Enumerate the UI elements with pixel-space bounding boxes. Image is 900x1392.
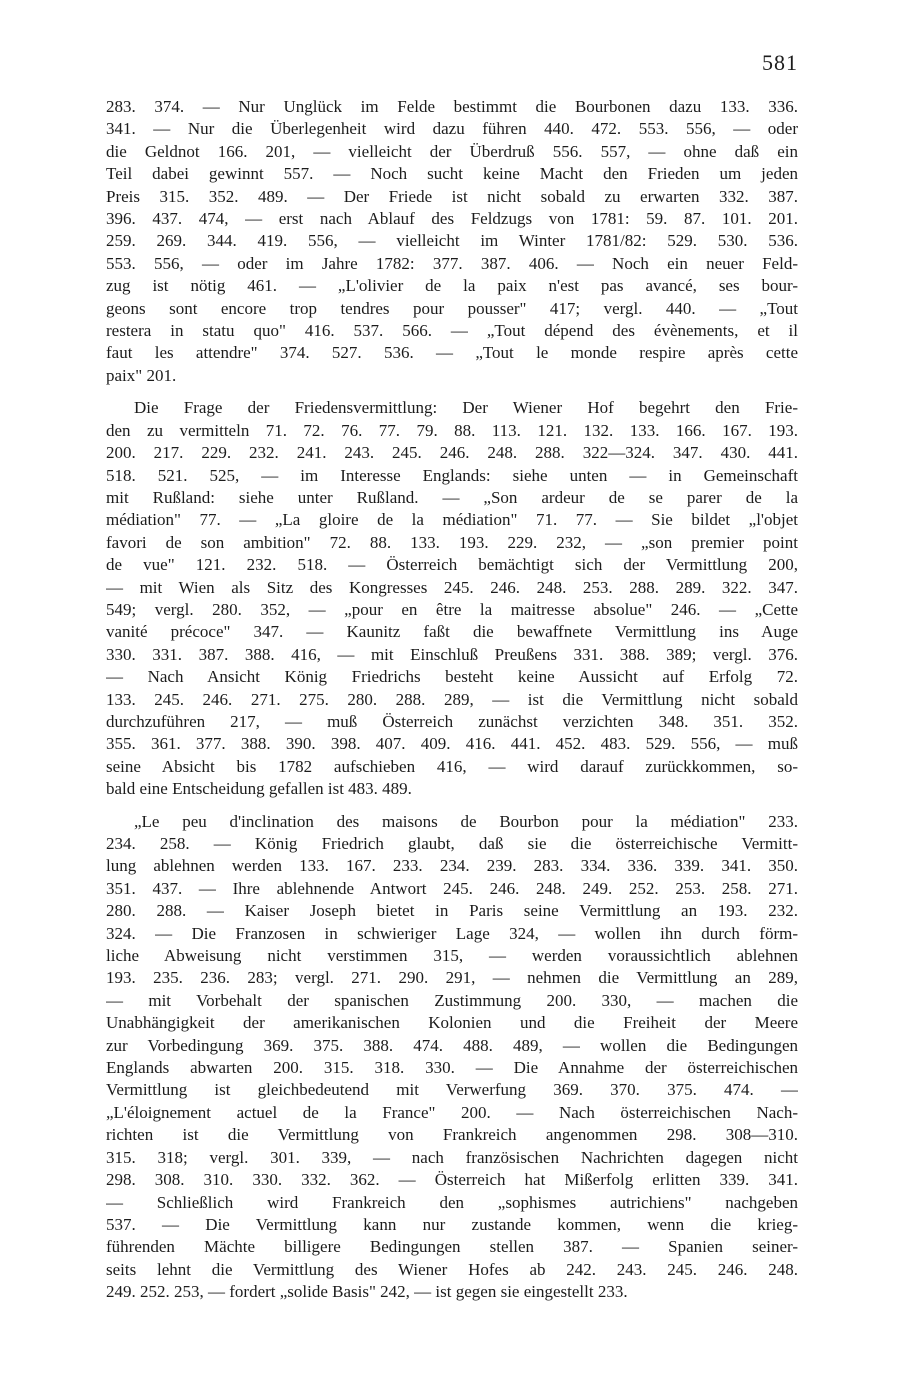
text-line: restera in statu quo" 416. 537. 566. — „Tout dépend des évènements, et il	[106, 321, 798, 341]
text-line: den zu vermitteln 71. 72. 76. 77. 79. 88. 113. 121. 132. 133. 166. 167. 193.	[106, 420, 798, 440]
text-line: 283. 374. — Nur Unglück im Felde bestimmt die Bourbonen dazu 133. 336.	[106, 97, 798, 116]
text-line: 315. 318; vergl. 301. 339, — nach französischen Nachrichten dagegen nicht	[106, 1147, 798, 1167]
text-line: führenden Mächte billigere Bedingungen stellen 387. — Spanien seiner-	[106, 1237, 798, 1257]
text-column	[106, 96, 798, 1314]
text-line: bald eine Entscheidung gefallen ist 483. 489.	[106, 779, 412, 799]
paragraph-2	[106, 397, 798, 800]
text-line: durchzuführen 217, — muß Österreich zunächst verzichten 348. 351. 352.	[106, 711, 798, 731]
text-line: médiation" 77. — „La gloire de la médiation" 71. 77. — Sie bildet „l'objet	[106, 510, 798, 530]
text-line: 341. — Nur die Überlegenheit wird dazu führen 440. 472. 553. 556, — oder	[106, 119, 798, 139]
text-line: seits lehnt die Vermittlung des Wiener Hofes ab 242. 243. 245. 246. 248.	[106, 1259, 798, 1279]
text-line: 324. — Die Franzosen in schwieriger Lage 324, — wollen ihn durch förm-	[106, 923, 798, 943]
text-line: vanité précoce" 347. — Kaunitz faßt die bewaffnete Vermittlung ins Auge	[106, 622, 798, 642]
text-line: paix" 201.	[106, 365, 177, 385]
text-line: 396. 437. 474, — erst nach Ablauf des Feldzugs von 1781: 59. 87. 101. 201.	[106, 209, 798, 229]
text-line: — Nach Ansicht König Friedrichs besteht keine Aussicht auf Erfolg 72.	[106, 667, 798, 687]
text-line: Englands abwarten 200. 315. 318. 330. — Die Annahme der österreichischen	[106, 1058, 798, 1078]
text-line: „L'éloignement actuel de la France" 200. — Nach österreichischen Nach-	[106, 1102, 798, 1122]
page-number: 581	[762, 50, 798, 75]
text-line: 553. 556, — oder im Jahre 1782: 377. 387. 406. — Noch ein neuer Feld-	[106, 253, 798, 273]
text-line: — mit Wien als Sitz des Kongresses 245. 246. 248. 253. 288. 289. 322. 347.	[106, 577, 798, 597]
text-line: 351. 437. — Ihre ablehnende Antwort 245. 246. 248. 249. 252. 253. 258. 271.	[106, 878, 798, 898]
text-line: de vue" 121. 232. 518. — Österreich bemächtigt sich der Vermittlung 200,	[106, 555, 798, 575]
text-line: 537. — Die Vermittlung kann nur zustande kommen, wenn die krieg-	[106, 1214, 798, 1234]
text-line: 234. 258. — König Friedrich glaubt, daß sie die österreichische Vermitt-	[106, 834, 798, 853]
text-line: liche Abweisung nicht verstimmen 315, — werden voraussichtlich ablehnen	[106, 946, 798, 966]
text-line: favori de son ambition" 72. 88. 133. 193. 229. 232, — „son premier point	[106, 532, 798, 552]
text-line: Preis 315. 352. 489. — Der Friede ist nicht sobald zu erwarten 332. 387.	[106, 186, 798, 206]
text-line: zug ist nötig 461. — „L'olivier de la paix n'est pas avancé, ses bour-	[106, 276, 798, 296]
text-line: seine Absicht bis 1782 aufschieben 416, — wird darauf zurückkommen, so-	[106, 756, 798, 776]
text-line: 518. 521. 525, — im Interesse Englands: siehe unten — in Gemeinschaft	[106, 465, 798, 485]
text-line: geons sont encore trop tendres pour pousser" 417; vergl. 440. — „Tout	[106, 298, 798, 318]
text-line: zur Vorbedingung 369. 375. 388. 474. 488. 489, — wollen die Bedingungen	[106, 1035, 798, 1055]
text-line: 280. 288. — Kaiser Joseph bietet in Paris seine Vermittlung an 193. 232.	[106, 901, 798, 921]
text-line: lung ablehnen werden 133. 167. 233. 234. 239. 283. 334. 336. 339. 341. 350.	[106, 856, 798, 876]
text-line: 249. 252. 253, — fordert „solide Basis" 242, — ist gegen sie eingestellt 233.	[106, 1282, 628, 1302]
text-line: 298. 308. 310. 330. 332. 362. — Österreich hat Mißerfolg erlitten 339. 341.	[106, 1170, 798, 1190]
text-line: Teil dabei gewinnt 557. — Noch sucht keine Macht den Frieden um jeden	[106, 164, 798, 184]
text-line: — mit Vorbehalt der spanischen Zustimmung 200. 330, — machen die	[106, 990, 798, 1010]
text-line: Vermittlung ist gleichbedeutend mit Verwerfung 369. 370. 375. 474. —	[106, 1080, 798, 1100]
paragraph-3	[106, 811, 798, 1304]
paragraph-1	[106, 96, 798, 387]
text-line: 355. 361. 377. 388. 390. 398. 407. 409. 416. 441. 452. 483. 529. 556, — muß	[106, 734, 798, 754]
text-line: 193. 235. 236. 283; vergl. 271. 290. 291, — nehmen die Vermittlung an 289,	[106, 968, 798, 988]
text-line: Unabhängigkeit der amerikanischen Kolonien und die Freiheit der Meere	[106, 1013, 798, 1033]
text-line: 200. 217. 229. 232. 241. 243. 245. 246. 248. 288. 322—324. 347. 430. 441.	[106, 443, 798, 463]
text-line: 133. 245. 246. 271. 275. 280. 288. 289, — ist die Vermittlung nicht sobald	[106, 689, 798, 709]
text-line: faut les attendre" 374. 527. 536. — „Tout le monde respire après cette	[106, 343, 798, 363]
text-line: — Schließlich wird Frankreich den „sophismes autrichiens" nachgeben	[106, 1192, 798, 1212]
text-line: 259. 269. 344. 419. 556, — vielleicht im Winter 1781/82: 529. 530. 536.	[106, 231, 798, 251]
text-line: „Le peu d'inclination des maisons de Bourbon pour la médiation" 233.	[134, 811, 798, 831]
text-line: 549; vergl. 280. 352, — „pour en être la maitresse absolue" 246. — „Cette	[106, 599, 798, 619]
text-line: richten ist die Vermittlung von Frankreich angenommen 298. 308—310.	[106, 1125, 798, 1145]
text-line: mit Rußland: siehe unter Rußland. — „Son ardeur de se parer de la	[106, 487, 798, 507]
text-line: 330. 331. 387. 388. 416, — mit Einschluß Preußens 331. 388. 389; vergl. 376.	[106, 644, 798, 664]
text-line: Die Frage der Friedensvermittlung: Der Wiener Hof begehrt den Frie-	[134, 398, 798, 418]
text-line: die Geldnot 166. 201, — vielleicht der Überdruß 556. 557, — ohne daß ein	[106, 141, 798, 161]
